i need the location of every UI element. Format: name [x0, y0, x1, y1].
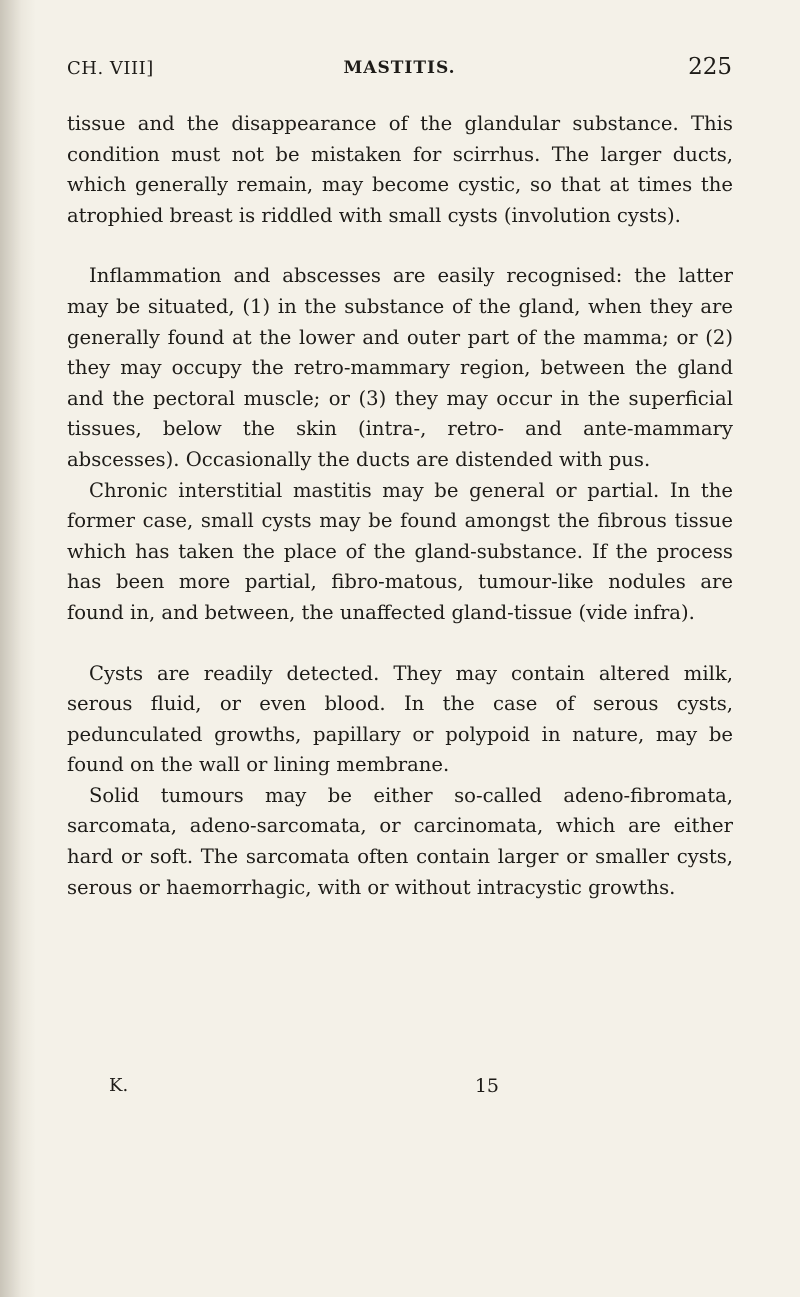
signature-mark: K. [109, 1075, 129, 1096]
sheet-number: 15 [474, 1075, 499, 1097]
paragraph-chronic-mastitis: Chronic interstitial mastitis may be general or partial. In the former case, small cysts may be found amongst the fibrous tissue which has taken the place of the gland-substance. If the process has been more partial, fibro-matous, tumour-like nodules are found in, and between, the unaffected gland-tissue (vide infra). [67, 478, 733, 624]
page-number: 225 [688, 54, 732, 80]
running-title: MASTITIS. [343, 58, 456, 78]
paragraph-inflammation: Inflammation and abscesses are easily recognised: the latter may be situated, (1) in the substance of the gland, when they are generally found at the lower and outer part of the mamma; or (2) they may occupy the retro-mammary region, between the gland and the pectoral muscle; or (3) they may occur in the superficial tissues, below the skin (intra-, retro- and ante-mammary abscesses). Occasionally the ducts are distended with pus. [67, 264, 733, 471]
paragraph-cysts: Cysts are readily detected. They may contain altered milk, serous fluid, or even blood. In the case of serous cysts, pedunculated growths, papillary or polypoid in nature, may be found on the wall or lining membrane. [67, 661, 733, 777]
body-text [67, 109, 733, 903]
chapter-label: CH. VIII] [67, 58, 154, 79]
paragraph-involution: tissue and the disappearance of the glandular substance. This condition must not be mistaken for scirrhus. The larger ducts, which generally remain, may become cystic, so that at times the atrophied breast is riddled with small cysts (involution cysts). [67, 112, 733, 227]
page-footer [109, 1075, 499, 1105]
running-head [67, 54, 732, 88]
paragraph-solid-tumours: Solid tumours may be either so-called adeno-fibromata, sarcomata, adeno-sarcomata, or carcinomata, which are either hard or soft. The sarcomata often contain larger or smaller cysts, serous or haemorrhagic, with or without intracystic growths. [67, 783, 733, 899]
